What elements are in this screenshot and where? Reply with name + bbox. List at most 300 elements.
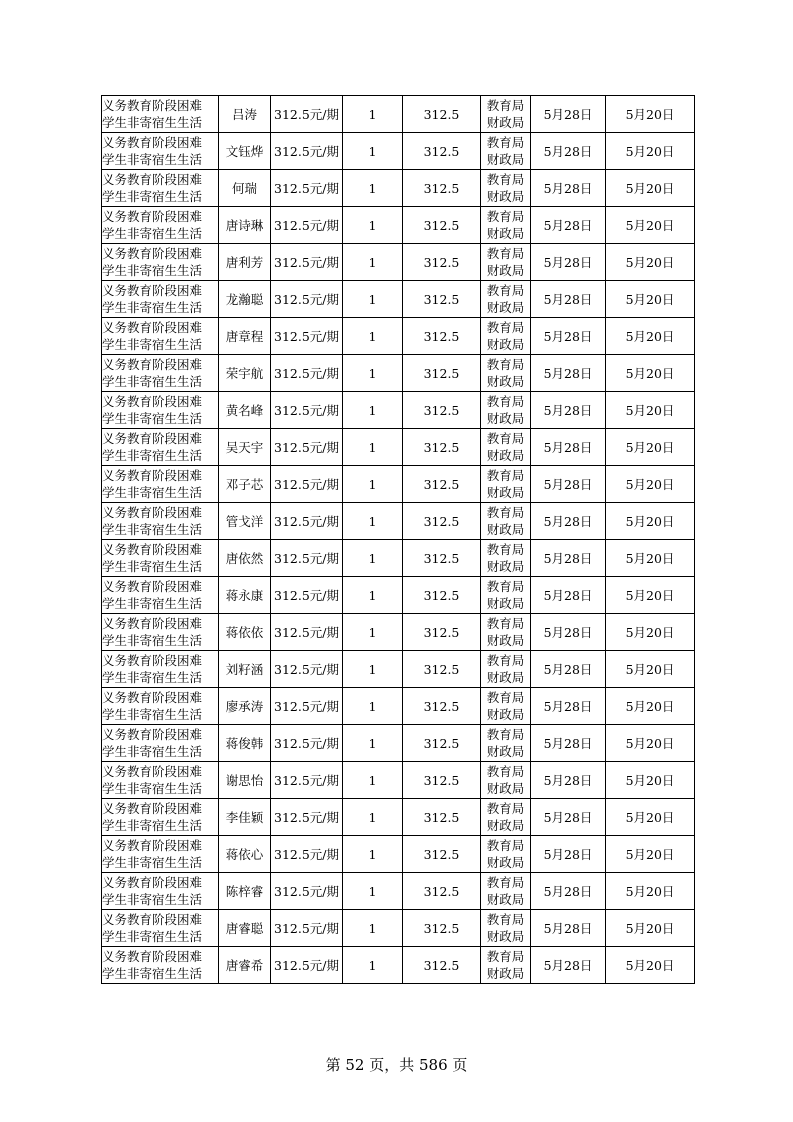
table-row <box>102 355 695 392</box>
item-cell <box>102 133 219 170</box>
table-row <box>102 133 695 170</box>
department-cell <box>481 281 531 318</box>
table-row <box>102 688 695 725</box>
item-cell <box>102 910 219 947</box>
item-text-line: 学生非寄宿生生活 <box>102 596 203 611</box>
department-text-line: 教育局 <box>486 394 525 409</box>
item-text-line: 学生非寄宿生生活 <box>102 781 203 796</box>
name-cell: 蒋俊韩 <box>219 725 271 762</box>
amount-cell: 312.5 <box>403 688 481 725</box>
amount-cell: 312.5 <box>403 540 481 577</box>
amount-cell: 312.5 <box>403 318 481 355</box>
table-row <box>102 281 695 318</box>
item-text-line: 义务教育阶段困难 <box>102 505 203 520</box>
quantity-cell: 1 <box>343 873 403 910</box>
department-text-line: 教育局 <box>486 690 525 705</box>
name-cell: 黄名峰 <box>219 392 271 429</box>
date-cell-1: 5月28日 <box>531 910 606 947</box>
quantity-cell: 1 <box>343 355 403 392</box>
quantity-cell: 1 <box>343 614 403 651</box>
item-cell <box>102 503 219 540</box>
date-cell-2: 5月20日 <box>606 762 695 799</box>
item-text-line: 义务教育阶段困难 <box>102 727 203 742</box>
subsidy-table <box>101 95 695 984</box>
item-text-line: 学生非寄宿生生活 <box>102 485 203 500</box>
date-cell-1: 5月28日 <box>531 873 606 910</box>
date-cell-1: 5月28日 <box>531 244 606 281</box>
amount-cell: 312.5 <box>403 133 481 170</box>
item-cell <box>102 318 219 355</box>
date-cell-2: 5月20日 <box>606 318 695 355</box>
amount-cell: 312.5 <box>403 836 481 873</box>
date-cell-2: 5月20日 <box>606 910 695 947</box>
item-text-line: 义务教育阶段困难 <box>102 357 203 372</box>
table-row <box>102 651 695 688</box>
item-text-line: 义务教育阶段困难 <box>102 690 203 705</box>
department-cell <box>481 873 531 910</box>
item-cell <box>102 244 219 281</box>
item-text-line: 义务教育阶段困难 <box>102 172 203 187</box>
date-cell-1: 5月28日 <box>531 466 606 503</box>
name-cell: 陈梓睿 <box>219 873 271 910</box>
table-row <box>102 540 695 577</box>
standard-cell: 312.5元/期 <box>271 355 343 392</box>
department-cell <box>481 207 531 244</box>
standard-cell: 312.5元/期 <box>271 688 343 725</box>
item-text-line: 义务教育阶段困难 <box>102 949 203 964</box>
item-cell <box>102 466 219 503</box>
date-cell-1: 5月28日 <box>531 355 606 392</box>
department-cell <box>481 96 531 133</box>
item-cell <box>102 170 219 207</box>
item-cell <box>102 281 219 318</box>
quantity-cell: 1 <box>343 799 403 836</box>
name-cell: 蒋依心 <box>219 836 271 873</box>
department-text-line: 财政局 <box>486 115 525 130</box>
item-text-line: 义务教育阶段困难 <box>102 616 203 631</box>
quantity-cell: 1 <box>343 836 403 873</box>
department-text-line: 财政局 <box>486 411 525 426</box>
quantity-cell: 1 <box>343 133 403 170</box>
department-cell <box>481 170 531 207</box>
date-cell-2: 5月20日 <box>606 466 695 503</box>
department-cell <box>481 429 531 466</box>
item-text-line: 学生非寄宿生生活 <box>102 929 203 944</box>
standard-cell: 312.5元/期 <box>271 873 343 910</box>
name-cell: 龙瀚聪 <box>219 281 271 318</box>
date-cell-1: 5月28日 <box>531 836 606 873</box>
item-text-line: 学生非寄宿生生活 <box>102 226 203 241</box>
item-cell <box>102 836 219 873</box>
item-text-line: 学生非寄宿生生活 <box>102 818 203 833</box>
table-row <box>102 244 695 281</box>
table-row <box>102 614 695 651</box>
item-text-line: 义务教育阶段困难 <box>102 542 203 557</box>
item-text-line: 学生非寄宿生生活 <box>102 115 203 130</box>
item-text-line: 义务教育阶段困难 <box>102 468 203 483</box>
department-text-line: 财政局 <box>486 892 525 907</box>
name-cell: 廖承涛 <box>219 688 271 725</box>
date-cell-1: 5月28日 <box>531 540 606 577</box>
quantity-cell: 1 <box>343 651 403 688</box>
department-text-line: 教育局 <box>486 875 525 890</box>
department-text-line: 财政局 <box>486 744 525 759</box>
department-text-line: 教育局 <box>486 542 525 557</box>
name-cell: 邓子芯 <box>219 466 271 503</box>
department-text-line: 财政局 <box>486 818 525 833</box>
table-row <box>102 910 695 947</box>
date-cell-1: 5月28日 <box>531 503 606 540</box>
department-cell <box>481 688 531 725</box>
amount-cell: 312.5 <box>403 244 481 281</box>
department-text-line: 教育局 <box>486 320 525 335</box>
department-text-line: 教育局 <box>486 727 525 742</box>
amount-cell: 312.5 <box>403 96 481 133</box>
standard-cell: 312.5元/期 <box>271 429 343 466</box>
date-cell-1: 5月28日 <box>531 762 606 799</box>
date-cell-2: 5月20日 <box>606 281 695 318</box>
standard-cell: 312.5元/期 <box>271 503 343 540</box>
quantity-cell: 1 <box>343 429 403 466</box>
amount-cell: 312.5 <box>403 762 481 799</box>
date-cell-1: 5月28日 <box>531 392 606 429</box>
date-cell-1: 5月28日 <box>531 170 606 207</box>
department-text-line: 教育局 <box>486 283 525 298</box>
department-text-line: 财政局 <box>486 263 525 278</box>
amount-cell: 312.5 <box>403 725 481 762</box>
date-cell-2: 5月20日 <box>606 725 695 762</box>
quantity-cell: 1 <box>343 170 403 207</box>
item-text-line: 义务教育阶段困难 <box>102 579 203 594</box>
standard-cell: 312.5元/期 <box>271 207 343 244</box>
quantity-cell: 1 <box>343 762 403 799</box>
amount-cell: 312.5 <box>403 873 481 910</box>
name-cell: 蒋永康 <box>219 577 271 614</box>
department-text-line: 财政局 <box>486 522 525 537</box>
quantity-cell: 1 <box>343 725 403 762</box>
item-text-line: 义务教育阶段困难 <box>102 912 203 927</box>
name-cell: 唐睿希 <box>219 947 271 984</box>
date-cell-1: 5月28日 <box>531 799 606 836</box>
department-text-line: 教育局 <box>486 135 525 150</box>
table-row <box>102 466 695 503</box>
department-cell <box>481 392 531 429</box>
item-text-line: 学生非寄宿生生活 <box>102 522 203 537</box>
item-text-line: 义务教育阶段困难 <box>102 135 203 150</box>
department-text-line: 教育局 <box>486 246 525 261</box>
item-text-line: 学生非寄宿生生活 <box>102 633 203 648</box>
date-cell-2: 5月20日 <box>606 170 695 207</box>
quantity-cell: 1 <box>343 318 403 355</box>
standard-cell: 312.5元/期 <box>271 762 343 799</box>
item-text-line: 义务教育阶段困难 <box>102 875 203 890</box>
name-cell: 何瑞 <box>219 170 271 207</box>
department-text-line: 教育局 <box>486 209 525 224</box>
table-row <box>102 799 695 836</box>
department-text-line: 教育局 <box>486 949 525 964</box>
item-text-line: 义务教育阶段困难 <box>102 801 203 816</box>
item-cell <box>102 762 219 799</box>
item-text-line: 义务教育阶段困难 <box>102 394 203 409</box>
department-text-line: 财政局 <box>486 596 525 611</box>
department-cell <box>481 910 531 947</box>
department-text-line: 财政局 <box>486 559 525 574</box>
date-cell-2: 5月20日 <box>606 947 695 984</box>
item-text-line: 学生非寄宿生生活 <box>102 559 203 574</box>
department-cell <box>481 947 531 984</box>
table-row <box>102 725 695 762</box>
date-cell-2: 5月20日 <box>606 577 695 614</box>
department-text-line: 财政局 <box>486 670 525 685</box>
date-cell-1: 5月28日 <box>531 207 606 244</box>
item-cell <box>102 355 219 392</box>
date-cell-1: 5月28日 <box>531 688 606 725</box>
department-text-line: 教育局 <box>486 431 525 446</box>
item-text-line: 义务教育阶段困难 <box>102 653 203 668</box>
item-text-line: 学生非寄宿生生活 <box>102 337 203 352</box>
department-text-line: 教育局 <box>486 468 525 483</box>
department-cell <box>481 318 531 355</box>
table-row <box>102 392 695 429</box>
name-cell: 唐章程 <box>219 318 271 355</box>
table-body <box>102 96 695 984</box>
amount-cell: 312.5 <box>403 503 481 540</box>
item-cell <box>102 540 219 577</box>
department-text-line: 教育局 <box>486 838 525 853</box>
date-cell-2: 5月20日 <box>606 244 695 281</box>
standard-cell: 312.5元/期 <box>271 614 343 651</box>
name-cell: 刘籽涵 <box>219 651 271 688</box>
table-row <box>102 429 695 466</box>
item-cell <box>102 392 219 429</box>
quantity-cell: 1 <box>343 281 403 318</box>
department-text-line: 财政局 <box>486 966 525 981</box>
department-text-line: 财政局 <box>486 337 525 352</box>
standard-cell: 312.5元/期 <box>271 910 343 947</box>
department-cell <box>481 725 531 762</box>
item-text-line: 学生非寄宿生生活 <box>102 670 203 685</box>
date-cell-1: 5月28日 <box>531 96 606 133</box>
date-cell-2: 5月20日 <box>606 392 695 429</box>
quantity-cell: 1 <box>343 688 403 725</box>
name-cell: 唐利芳 <box>219 244 271 281</box>
standard-cell: 312.5元/期 <box>271 836 343 873</box>
amount-cell: 312.5 <box>403 651 481 688</box>
department-text-line: 教育局 <box>486 616 525 631</box>
date-cell-2: 5月20日 <box>606 873 695 910</box>
amount-cell: 312.5 <box>403 207 481 244</box>
item-text-line: 学生非寄宿生生活 <box>102 966 203 981</box>
department-text-line: 教育局 <box>486 912 525 927</box>
department-text-line: 教育局 <box>486 172 525 187</box>
table-row <box>102 947 695 984</box>
name-cell: 管戈洋 <box>219 503 271 540</box>
department-cell <box>481 133 531 170</box>
standard-cell: 312.5元/期 <box>271 799 343 836</box>
item-text-line: 学生非寄宿生生活 <box>102 374 203 389</box>
standard-cell: 312.5元/期 <box>271 244 343 281</box>
department-text-line: 财政局 <box>486 485 525 500</box>
item-text-line: 学生非寄宿生生活 <box>102 448 203 463</box>
date-cell-2: 5月20日 <box>606 429 695 466</box>
department-text-line: 教育局 <box>486 653 525 668</box>
name-cell: 文钰烨 <box>219 133 271 170</box>
table-row <box>102 577 695 614</box>
date-cell-2: 5月20日 <box>606 614 695 651</box>
item-text-line: 学生非寄宿生生活 <box>102 411 203 426</box>
item-cell <box>102 651 219 688</box>
item-text-line: 学生非寄宿生生活 <box>102 744 203 759</box>
date-cell-2: 5月20日 <box>606 688 695 725</box>
date-cell-1: 5月28日 <box>531 429 606 466</box>
department-cell <box>481 799 531 836</box>
item-text-line: 义务教育阶段困难 <box>102 209 203 224</box>
department-text-line: 财政局 <box>486 152 525 167</box>
standard-cell: 312.5元/期 <box>271 392 343 429</box>
quantity-cell: 1 <box>343 96 403 133</box>
date-cell-1: 5月28日 <box>531 281 606 318</box>
name-cell: 吴天宇 <box>219 429 271 466</box>
table-row <box>102 170 695 207</box>
amount-cell: 312.5 <box>403 799 481 836</box>
department-cell <box>481 577 531 614</box>
item-text-line: 学生非寄宿生生活 <box>102 855 203 870</box>
name-cell: 唐诗琳 <box>219 207 271 244</box>
quantity-cell: 1 <box>343 503 403 540</box>
item-cell <box>102 96 219 133</box>
item-text-line: 义务教育阶段困难 <box>102 320 203 335</box>
department-cell <box>481 355 531 392</box>
date-cell-2: 5月20日 <box>606 651 695 688</box>
department-text-line: 财政局 <box>486 633 525 648</box>
table-row <box>102 318 695 355</box>
quantity-cell: 1 <box>343 910 403 947</box>
item-text-line: 学生非寄宿生生活 <box>102 263 203 278</box>
date-cell-1: 5月28日 <box>531 651 606 688</box>
standard-cell: 312.5元/期 <box>271 725 343 762</box>
name-cell: 唐依然 <box>219 540 271 577</box>
department-cell <box>481 762 531 799</box>
date-cell-2: 5月20日 <box>606 836 695 873</box>
table-row <box>102 503 695 540</box>
table-row <box>102 762 695 799</box>
item-text-line: 学生非寄宿生生活 <box>102 152 203 167</box>
department-cell <box>481 651 531 688</box>
standard-cell: 312.5元/期 <box>271 133 343 170</box>
quantity-cell: 1 <box>343 392 403 429</box>
item-text-line: 义务教育阶段困难 <box>102 431 203 446</box>
date-cell-2: 5月20日 <box>606 503 695 540</box>
item-text-line: 义务教育阶段困难 <box>102 246 203 261</box>
standard-cell: 312.5元/期 <box>271 96 343 133</box>
quantity-cell: 1 <box>343 244 403 281</box>
amount-cell: 312.5 <box>403 170 481 207</box>
item-text-line: 义务教育阶段困难 <box>102 764 203 779</box>
department-text-line: 财政局 <box>486 707 525 722</box>
date-cell-2: 5月20日 <box>606 96 695 133</box>
table-row <box>102 836 695 873</box>
item-text-line: 学生非寄宿生生活 <box>102 189 203 204</box>
name-cell: 吕涛 <box>219 96 271 133</box>
department-cell <box>481 466 531 503</box>
department-cell <box>481 836 531 873</box>
date-cell-1: 5月28日 <box>531 318 606 355</box>
date-cell-1: 5月28日 <box>531 947 606 984</box>
department-cell <box>481 244 531 281</box>
name-cell: 蒋依依 <box>219 614 271 651</box>
amount-cell: 312.5 <box>403 429 481 466</box>
name-cell: 谢思怡 <box>219 762 271 799</box>
amount-cell: 312.5 <box>403 355 481 392</box>
name-cell: 唐睿聪 <box>219 910 271 947</box>
amount-cell: 312.5 <box>403 577 481 614</box>
department-text-line: 教育局 <box>486 98 525 113</box>
item-cell <box>102 873 219 910</box>
item-cell <box>102 947 219 984</box>
item-cell <box>102 688 219 725</box>
department-text-line: 财政局 <box>486 189 525 204</box>
item-text-line: 学生非寄宿生生活 <box>102 300 203 315</box>
amount-cell: 312.5 <box>403 947 481 984</box>
standard-cell: 312.5元/期 <box>271 466 343 503</box>
name-cell: 李佳颖 <box>219 799 271 836</box>
amount-cell: 312.5 <box>403 910 481 947</box>
item-text-line: 学生非寄宿生生活 <box>102 892 203 907</box>
department-text-line: 教育局 <box>486 579 525 594</box>
amount-cell: 312.5 <box>403 614 481 651</box>
item-text-line: 学生非寄宿生生活 <box>102 707 203 722</box>
department-text-line: 教育局 <box>486 505 525 520</box>
department-text-line: 教育局 <box>486 357 525 372</box>
date-cell-2: 5月20日 <box>606 540 695 577</box>
amount-cell: 312.5 <box>403 466 481 503</box>
date-cell-1: 5月28日 <box>531 133 606 170</box>
department-text-line: 财政局 <box>486 448 525 463</box>
department-text-line: 财政局 <box>486 374 525 389</box>
date-cell-2: 5月20日 <box>606 133 695 170</box>
item-text-line: 义务教育阶段困难 <box>102 98 203 113</box>
item-cell <box>102 577 219 614</box>
item-cell <box>102 725 219 762</box>
department-cell <box>481 540 531 577</box>
standard-cell: 312.5元/期 <box>271 318 343 355</box>
item-text-line: 义务教育阶段困难 <box>102 838 203 853</box>
date-cell-2: 5月20日 <box>606 799 695 836</box>
quantity-cell: 1 <box>343 466 403 503</box>
department-text-line: 财政局 <box>486 929 525 944</box>
amount-cell: 312.5 <box>403 281 481 318</box>
item-cell <box>102 614 219 651</box>
department-cell <box>481 503 531 540</box>
department-cell <box>481 614 531 651</box>
item-cell <box>102 799 219 836</box>
standard-cell: 312.5元/期 <box>271 651 343 688</box>
quantity-cell: 1 <box>343 947 403 984</box>
date-cell-1: 5月28日 <box>531 577 606 614</box>
date-cell-2: 5月20日 <box>606 207 695 244</box>
date-cell-2: 5月20日 <box>606 355 695 392</box>
item-text-line: 义务教育阶段困难 <box>102 283 203 298</box>
standard-cell: 312.5元/期 <box>271 281 343 318</box>
item-cell <box>102 429 219 466</box>
quantity-cell: 1 <box>343 577 403 614</box>
standard-cell: 312.5元/期 <box>271 947 343 984</box>
quantity-cell: 1 <box>343 540 403 577</box>
item-cell <box>102 207 219 244</box>
name-cell: 荣宇航 <box>219 355 271 392</box>
department-text-line: 财政局 <box>486 300 525 315</box>
table-row <box>102 207 695 244</box>
